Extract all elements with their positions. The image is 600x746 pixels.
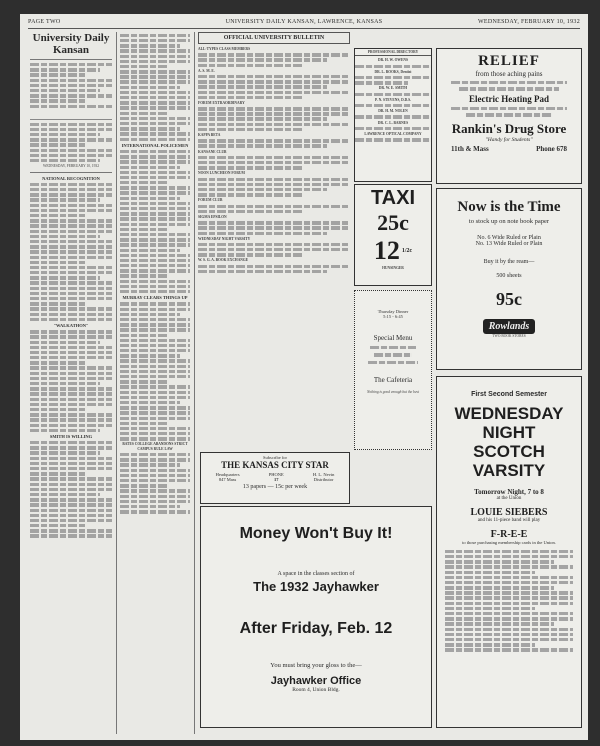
star-phone-label: PHONE [268, 472, 284, 478]
scotch-varsity-ad [436, 376, 582, 728]
rankins-drug-ad [436, 48, 582, 184]
rowlands-sub: TWO BOOK STORES [492, 334, 526, 338]
cafeteria-day: Thursday Dinner [377, 309, 409, 314]
bulletin-item: ALL-TYPES CLASS MEMBERS [198, 47, 251, 51]
bulletin-item: W. S. G. A. BOOK EXCHANGE [198, 258, 249, 263]
star-hq: Headquarters [215, 472, 240, 478]
kc-star-ad [200, 452, 350, 504]
rowlands-notebook-ad [436, 188, 582, 370]
editorial-column [30, 32, 112, 734]
rankins-slogan: "Handy for Students" [485, 136, 533, 143]
relief-sub: from those aching pains [475, 70, 543, 78]
bulletin-item: WEDNESDAY NIGHT VARSITY [198, 236, 251, 241]
taxi-owner: HUNSINGER [382, 266, 404, 270]
rankins-phone: Phone 678 [536, 144, 567, 153]
cafeteria-name: The Cafeteria [373, 375, 413, 384]
section-heading: NATIONAL RECOGNITION [42, 175, 100, 181]
star-distributor: H. L. Nevin [312, 472, 335, 478]
taxi-ad [354, 184, 432, 286]
section-heading: MURRAY CLEARS THINGS UP [122, 295, 188, 301]
jayhawker-instruction: You must bring your gloss to the— [270, 662, 362, 669]
varsity-where: at the Union [496, 496, 522, 501]
newspaper-page [20, 14, 588, 740]
issue-date: WEDNESDAY, FEBRUARY 10, 1932 [477, 19, 580, 25]
official-bulletin [198, 32, 350, 450]
notebook-count: 500 sheets [496, 273, 522, 279]
jayhawker-office: Jayhawker Office [270, 675, 362, 687]
taxi-price-half: 12 [373, 236, 400, 265]
relief-headline: RELIEF [478, 53, 540, 69]
jayhawker-sub: A space in the classes section of [277, 571, 355, 577]
star-phone: 17 [273, 477, 279, 483]
masthead: University Daily Kansan [32, 32, 110, 56]
star-hq-address: 847 Mass [218, 477, 237, 483]
notebook-price: 95c [496, 289, 522, 309]
professional-directory [354, 48, 432, 182]
varsity-free-sub: to those purchasing membership cards in the Union. [462, 540, 556, 545]
varsity-band: LOUIE SIEBERS [470, 507, 548, 518]
section-heading: SMITH IS WILLING [49, 433, 93, 439]
rowlands-logo: Rowlands [483, 319, 536, 334]
bulletin-item: SIGMA EPSILON [198, 214, 227, 219]
cafeteria-hours: 5:15 - 6:45 [383, 314, 403, 320]
cafeteria-ad [354, 290, 432, 450]
notebook-sub: to stock up on note book paper [468, 218, 550, 225]
varsity-line-1: WEDNESDAY [454, 404, 564, 423]
relief-product: Electric Heating Pad [469, 93, 549, 104]
jayhawker-room: Room 4, Union Bldg. [292, 687, 340, 693]
bulletin-item: KANSANE CLUB [198, 149, 227, 154]
notebook-line: No. 6 Wide Ruled or Plain [477, 235, 541, 241]
bulletin-item: NOON LUNCHEON FORUM [198, 171, 245, 176]
jayhawker-headline: Money Won't Buy It! [239, 525, 393, 542]
directory-title: PROFESSIONAL DIRECTORY [355, 49, 431, 56]
varsity-free: F-R-E-E [490, 529, 528, 540]
varsity-when: Tomorrow Night, 7 to 8 [474, 488, 544, 496]
bulletin-item: KAPPA BETA [198, 133, 221, 138]
taxi-price: 25c [377, 210, 409, 235]
directory-entry: DR. C. L. BARNES [377, 120, 409, 125]
section-heading: "WALKATHON" [53, 322, 89, 328]
bulletin-title: OFFICIAL UNIVERSITY BULLETIN [198, 32, 350, 44]
bulletin-item: FORUM CLUB [198, 198, 223, 203]
notebook-line: No. 13 Wide Ruled or Plain [475, 241, 543, 247]
varsity-kicker: First Second Semester [471, 391, 547, 398]
page-header [28, 18, 580, 29]
bulletin-item: A. S. M. E. [198, 68, 215, 73]
taxi-cents: 1/2c [401, 248, 413, 254]
cafeteria-menu: Special Menu [373, 333, 413, 342]
directory-entry: LAWRENCE OPTICAL COMPANY [364, 131, 422, 136]
star-name: THE KANSAS CITY STAR [221, 460, 329, 471]
editorial-date: WEDNESDAY, FEBRUARY 10, 1932 [42, 164, 100, 169]
directory-entry: P. N. STEVENS, D.D.S. [374, 97, 412, 102]
bulletin-item: FORUM EXTRAORDINARY [198, 100, 245, 105]
varsity-line-4: VARSITY [472, 461, 546, 480]
section-heading: BATES COLLEGE ABANDONS STRICT CAMPUS RULE LAW [122, 442, 188, 451]
notebook-offer: Buy it by the ream— [483, 259, 535, 265]
cafeteria-tagline: Nothing is good enough but the best [367, 389, 419, 394]
news-column [120, 32, 190, 734]
directory-entry: DR. L. ROOKS, Dentist [374, 69, 412, 74]
varsity-line-3: SCOTCH [473, 442, 545, 461]
notebook-headline: Now is the Time [457, 199, 561, 215]
star-top: Subscribe for [262, 455, 288, 460]
varsity-band-sub: and his 11-piece band will play [477, 518, 541, 523]
directory-entry: DR. H. W. OWENS [378, 58, 408, 63]
rankins-address: 11th & Mass [451, 144, 489, 153]
jayhawker-ad [200, 506, 432, 728]
rankins-name: Rankin's Drug Store [451, 120, 567, 136]
varsity-line-2: NIGHT [482, 423, 536, 442]
paper-title: UNIVERSITY DAILY KANSAN, LAWRENCE, KANSAS [225, 19, 383, 25]
taxi-headline: TAXI [370, 187, 416, 209]
jayhawker-book: The 1932 Jayhawker [253, 579, 379, 594]
star-offer: 13 papers — 15c per week [242, 484, 308, 491]
section-heading: INTERNATIONAL POLICEMEN [121, 142, 189, 148]
directory-entry: DR. H. M. NOLEN [378, 109, 408, 114]
directory-entry: DR. W. E. SMITH [378, 86, 408, 91]
jayhawker-deadline: After Friday, Feb. 12 [239, 620, 393, 637]
star-distributor-label: Distributor [313, 477, 334, 483]
page-number: PAGE TWO [28, 19, 61, 25]
